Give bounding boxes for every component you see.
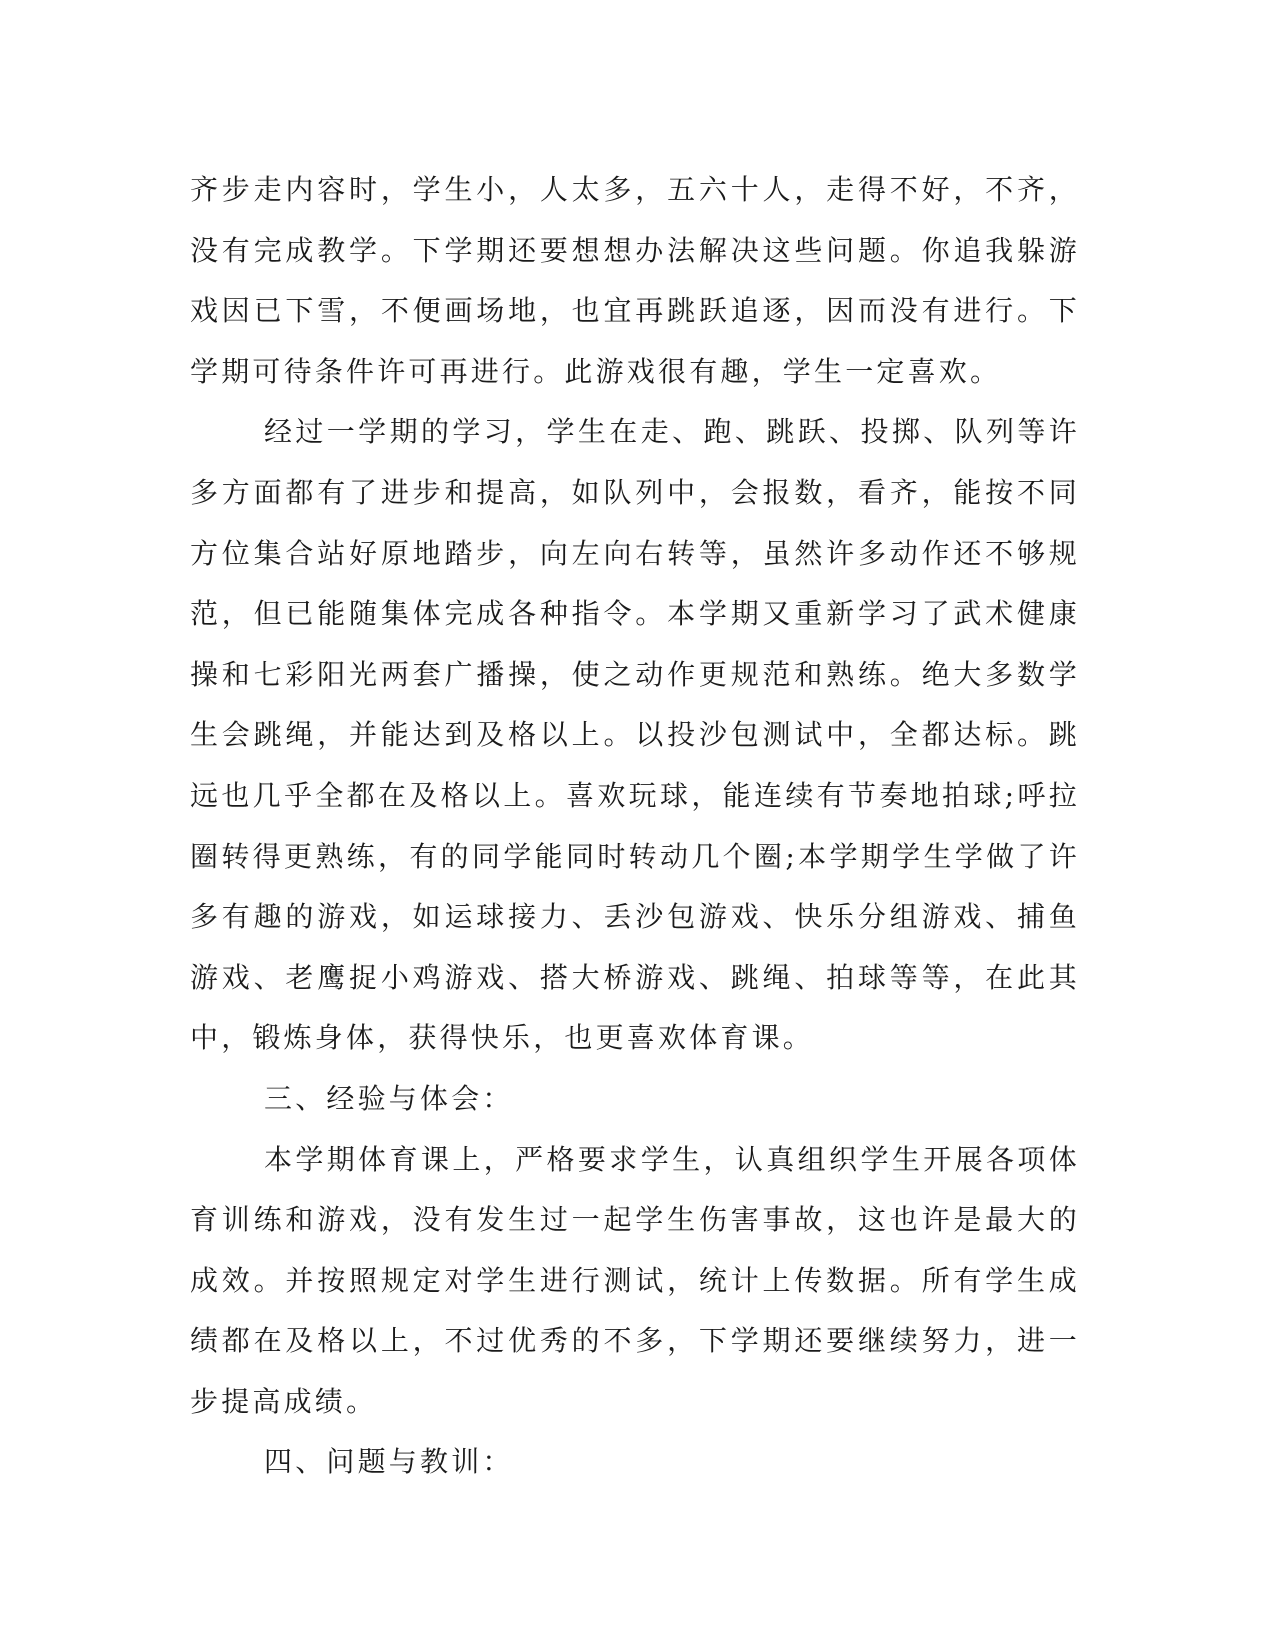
document-body — [190, 160, 1080, 1493]
section-heading-problems: 四、问题与教训： — [264, 1445, 514, 1479]
paragraph-learning-progress: 经过一学期的学习，学生在走、跑、跳跃、投掷、队列等许多方面都有了进步和提高，如队列中，会报数，看齐，能按不同方位集合站好原地踏步，向左向右转等，虽然许多动作还不够规范，但已能随集体完成各种指令。本学期又重新学习了武术健康操和七彩阳光两套广播操，使之动作更规范和熟练。绝大多数学生会跳绳，并能达到及格以上。以投沙包测试中，全都达标。跳远也几乎全都在及格以上。喜欢玩球，能连续有节奏地拍球;呼拉圈转得更熟练，有的同学能同时转动几个圈;本学期学生学做了许多有趣的游戏，如运球接力、丢沙包游戏、快乐分组游戏、捕鱼游戏、老鹰捉小鸡游戏、搭大桥游戏、跳绳、拍球等等，在此其中，锻炼身体，获得快乐，也更喜欢体育课。 — [190, 415, 1080, 1055]
paragraph-experience: 本学期体育课上，严格要求学生，认真组织学生开展各项体育训练和游戏，没有发生过一起学生伤害事故，这也许是最大的成效。并按照规定对学生进行测试，统计上传数据。所有学生成绩都在及格以上，不过优秀的不多，下学期还要继续努力，进一步提高成绩。 — [190, 1142, 1080, 1418]
paragraph-game-note: 齐步走内容时，学生小，人太多，五六十人，走得不好，不齐，没有完成教学。下学期还要想想办法解决这些问题。你追我躲游戏因已下雪，不便画场地，也宜再跳跃追逐，因而没有进行。下学期可待条件许可再进行。此游戏很有趣，学生一定喜欢。 — [190, 173, 1080, 388]
section-heading-experience: 三、经验与体会： — [264, 1081, 514, 1115]
